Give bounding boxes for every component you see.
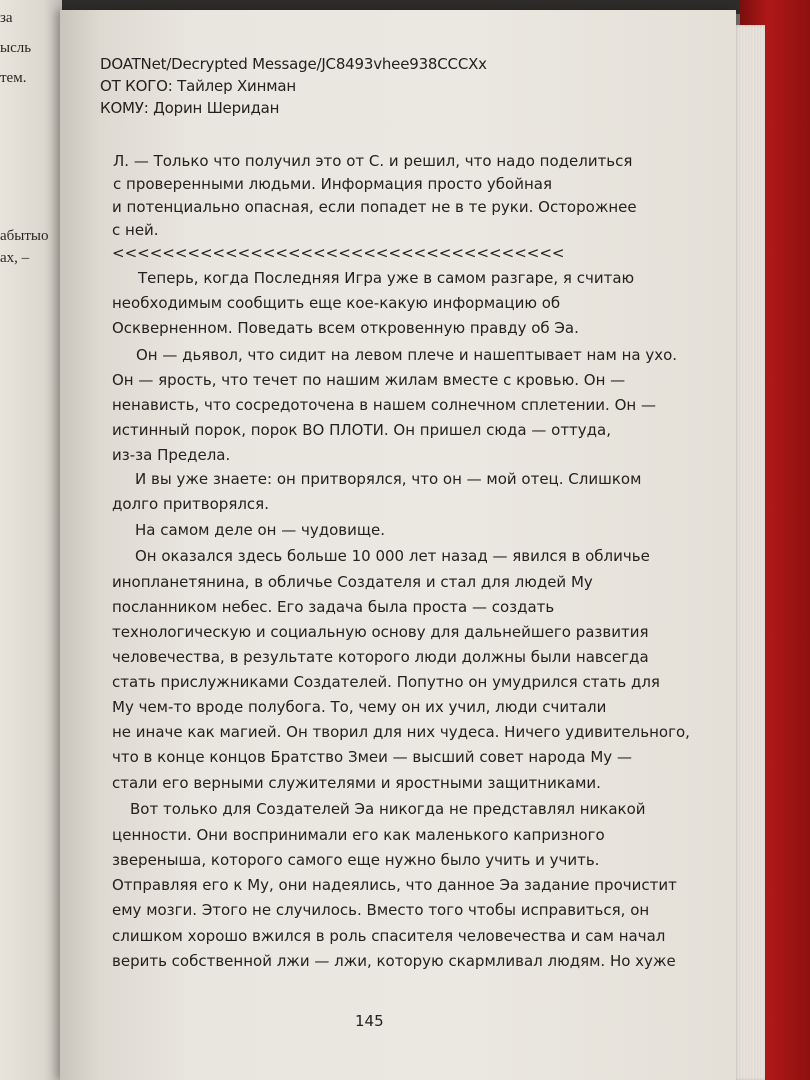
text-line: истинный порок, порок ВО ПЛОТИ. Он пришел сюда — оттуда,	[112, 421, 611, 439]
text-line: верить собственной лжи — лжи, которую скармливал людям. Но хуже	[112, 952, 676, 970]
left-page-fragment: ысль	[0, 40, 32, 56]
book-page	[60, 10, 736, 1080]
text-line: звереныша, которого самого еще нужно было учить и учить.	[112, 851, 600, 869]
text-line: <<<<<<<<<<<<<<<<<<<<<<<<<<<<<<<<<<<<	[112, 244, 565, 262]
left-page-fragment: за	[0, 10, 13, 26]
text-line: с проверенными людьми. Информация просто убойная	[113, 175, 552, 193]
text-line: слишком хорошо вжился в роль спасителя человечества и сам начал	[112, 927, 666, 945]
text-line: Он оказался здесь больше 10 000 лет назад — явился в обличье	[135, 547, 650, 565]
left-page-fragment: тем.	[0, 70, 27, 86]
text-line: Отправляя его к Му, они надеялись, что данное Эа задание прочистит	[112, 876, 677, 894]
text-line: технологическую и социальную основу для дальнейшего развития	[112, 623, 649, 641]
text-line: стали его верными служителями и яростными защитниками.	[112, 774, 601, 792]
text-line: Л. — Только что получил это от С. и решил, что надо поделиться	[113, 152, 633, 170]
text-line: из-за Предела.	[112, 446, 231, 464]
message-from: ОТ КОГО: Тайлер Хинман	[100, 77, 296, 95]
text-line: не иначе как магией. Он творил для них чудеса. Ничего удивительного,	[112, 723, 690, 741]
text-line: Теперь, когда Последняя Игра уже в самом разгаре, я считаю	[138, 269, 635, 287]
text-line: Он — ярость, что течет по нашим жилам вместе с кровью. Он —	[112, 371, 626, 389]
message-to: КОМУ: Дорин Шеридан	[100, 99, 280, 117]
page-number: 145	[355, 1012, 384, 1030]
text-line: И вы уже знаете: он притворялся, что он — мой отец. Слишком	[135, 470, 642, 488]
page-stack-edges	[733, 25, 765, 1080]
text-line: с ней.	[112, 221, 159, 239]
left-page-fragment: абытыо	[0, 228, 49, 244]
text-line: необходимым сообщить еще кое-какую информацию об	[112, 294, 561, 312]
text-line: человечества, в результате которого люди должны были навсегда	[112, 648, 649, 666]
text-line: посланником небес. Его задача была проста — создать	[112, 598, 555, 616]
text-line: стать прислужниками Создателей. Попутно он умудрился стать для	[112, 673, 660, 691]
text-line: На самом деле он — чудовище.	[135, 521, 385, 539]
text-line: Вот только для Создателей Эа никогда не представлял никакой	[130, 800, 646, 818]
text-line: Му чем-то вроде полубога. То, чему он их учил, люди считали	[112, 698, 607, 716]
left-facing-page	[0, 0, 62, 1080]
text-line: Он — дьявол, что сидит на левом плече и нашептывает нам на ухо.	[136, 346, 678, 364]
text-line: ценности. Они воспринимали его как маленького капризного	[112, 826, 605, 844]
left-page-fragment: ах, –	[0, 250, 30, 266]
text-line: долго притворялся.	[112, 495, 269, 513]
text-line: и потенциально опасная, если попадет не в те руки. Осторожнее	[112, 198, 637, 216]
text-line: ненависть, что сосредоточена в нашем солнечном сплетении. Он —	[112, 396, 656, 414]
text-line: Оскверненном. Поведать всем откровенную правду об Эа.	[112, 319, 579, 337]
text-line: инопланетянина, в обличье Создателя и стал для людей Му	[112, 573, 593, 591]
text-line: что в конце концов Братство Змеи — высший совет народа Му —	[112, 748, 632, 766]
text-line: ему мозги. Этого не случилось. Вместо того чтобы исправиться, он	[112, 901, 650, 919]
message-path: DOATNet/Decrypted Message/JC8493vhee938CCCXx	[100, 55, 487, 73]
